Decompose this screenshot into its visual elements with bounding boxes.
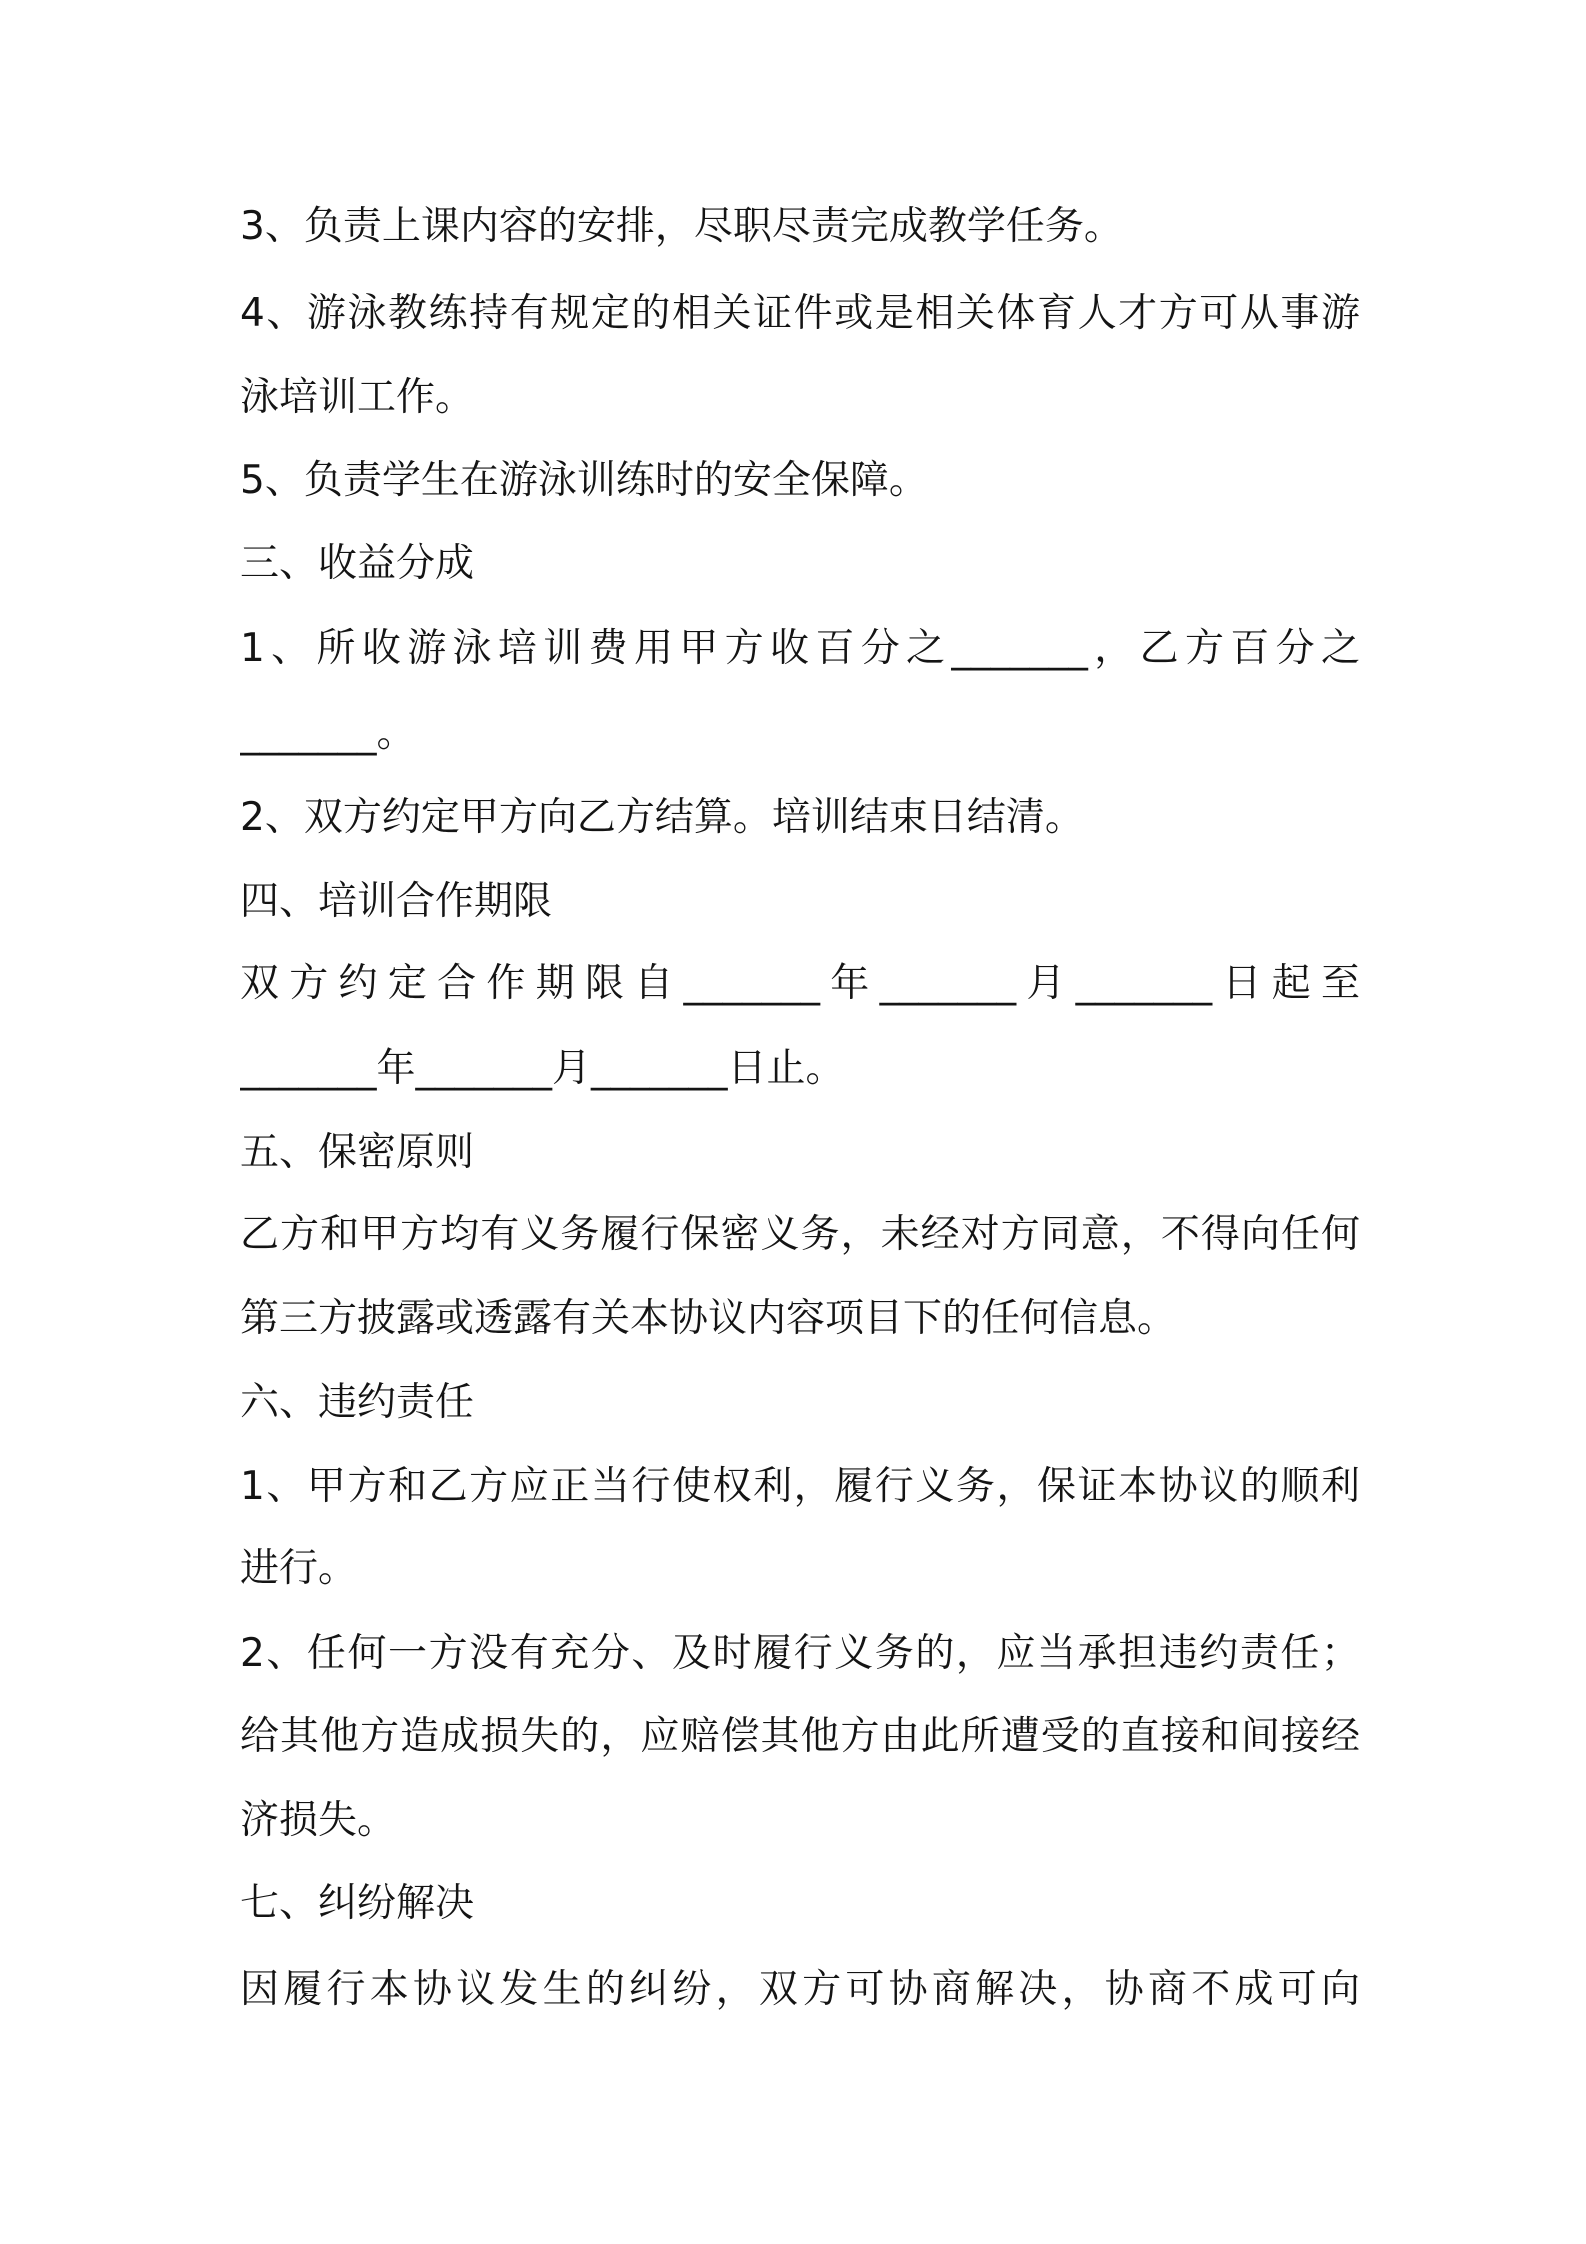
duty-item-3: 3、负责上课内容的安排，尽职尽责完成教学任务。 xyxy=(240,204,1123,249)
breach-item-1-line-1: 1、甲方和乙方应正当行使权利，履行义务，保证本协议的顺利 xyxy=(240,1464,1360,1509)
breach-item-2-line-3: 济损失。 xyxy=(240,1798,397,1843)
duty-item-4-line-1: 4、游泳教练持有规定的相关证件或是相关体育人才方可从事游 xyxy=(240,291,1360,336)
confidentiality-line-1: 乙方和甲方均有义务履行保密义务，未经对方同意，不得向任何 xyxy=(240,1212,1360,1257)
dispute-resolution-line-1: 因履行本协议发生的纠纷，双方可协商解决，协商不成可向 xyxy=(240,1967,1360,2012)
revenue-item-1-line-2: _______。 xyxy=(240,711,416,756)
cooperation-period-line-1: 双方约定合作期限自_______年_______月_______日起至 xyxy=(240,961,1360,1006)
confidentiality-line-2: 第三方披露或透露有关本协议内容项目下的任何信息。 xyxy=(240,1296,1177,1341)
section-heading-breach-liability: 六、违约责任 xyxy=(240,1380,475,1425)
revenue-item-2: 2、双方约定甲方向乙方结算。培训结束日结清。 xyxy=(240,795,1084,840)
breach-item-2-line-1: 2、任何一方没有充分、及时履行义务的，应当承担违约责任； xyxy=(240,1631,1360,1676)
section-heading-cooperation-period: 四、培训合作期限 xyxy=(240,879,553,924)
section-heading-revenue-share: 三、收益分成 xyxy=(240,541,475,586)
section-heading-dispute-resolution: 七、纠纷解决 xyxy=(240,1881,475,1926)
duty-item-4-line-2: 泳培训工作。 xyxy=(240,375,475,420)
duty-item-5: 5、负责学生在游泳训练时的安全保障。 xyxy=(240,458,928,503)
breach-item-1-line-2: 进行。 xyxy=(240,1546,358,1591)
revenue-item-1-line-1: 1、所收游泳培训费用甲方收百分之_______，乙方百分之 xyxy=(240,626,1360,671)
breach-item-2-line-2: 给其他方造成损失的，应赔偿其他方由此所遭受的直接和间接经 xyxy=(240,1714,1360,1759)
section-heading-confidentiality: 五、保密原则 xyxy=(240,1130,475,1175)
cooperation-period-line-2: _______年_______月_______日止。 xyxy=(240,1046,845,1091)
